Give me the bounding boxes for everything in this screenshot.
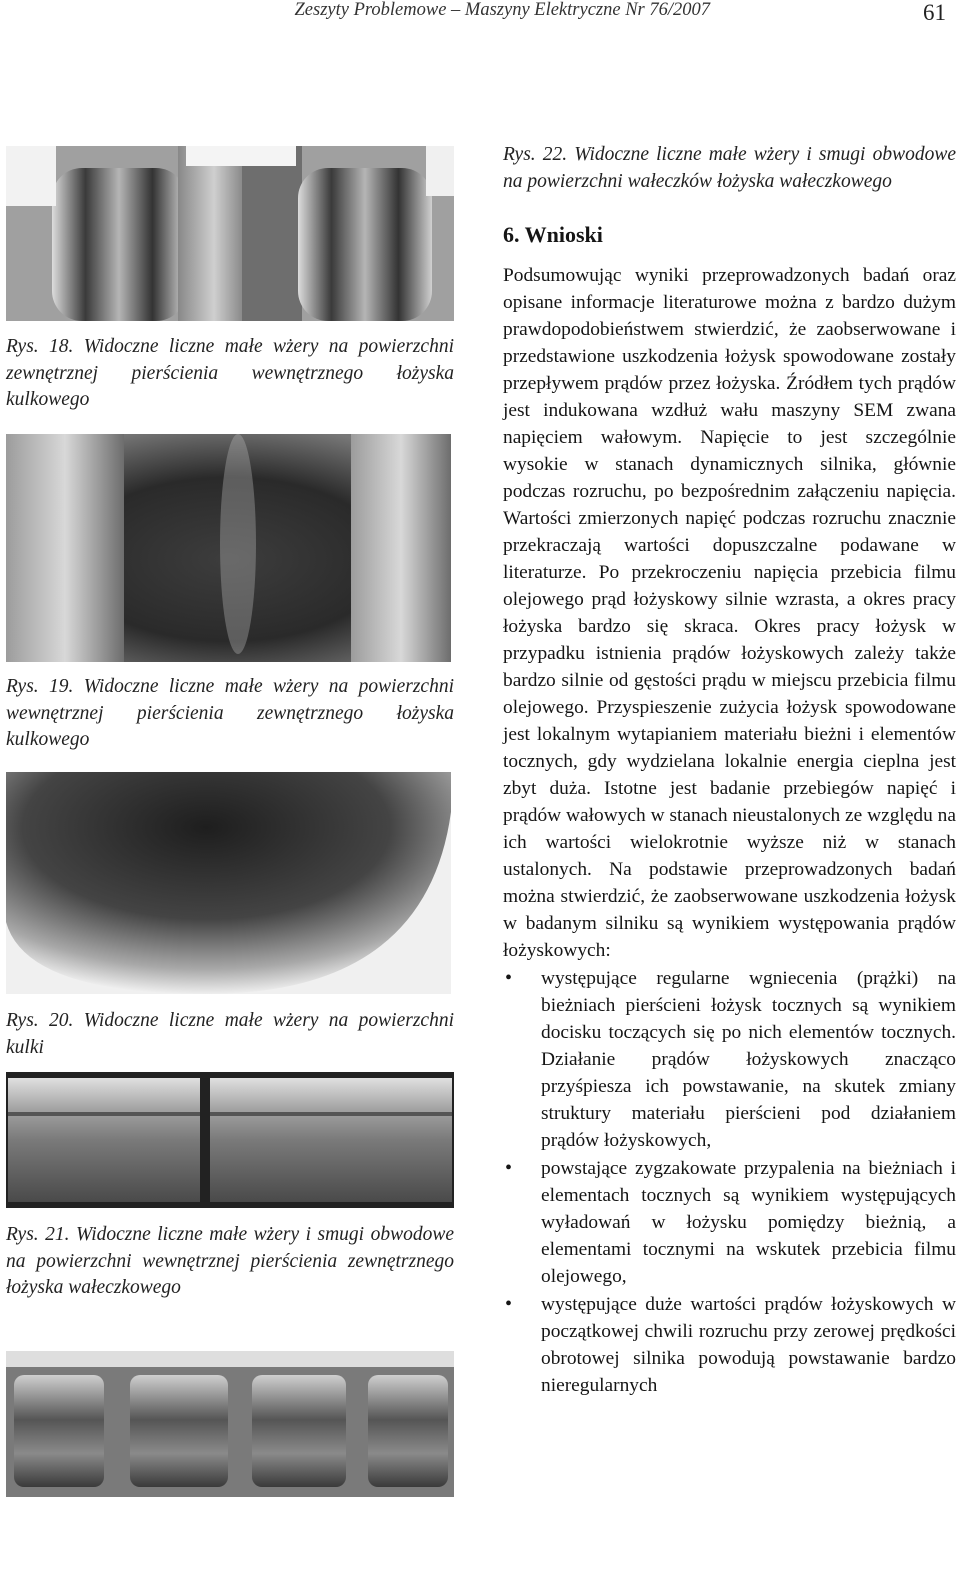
figure-rys20-caption: Rys. 20. Widoczne liczne małe wżery na powierzchni kulki xyxy=(6,1010,454,1058)
conclusions-list xyxy=(503,965,956,1399)
list-item-text: występujące duże wartości prądów łożyskowych w początkowej chwili rozruchu przy zerowej prędkości obrotowej silnika powodują powstawanie bardzo nieregularnych xyxy=(541,1294,956,1396)
figure-rys21-caption: Rys. 21. Widoczne liczne małe wżery i smugi obwodowe na powierzchni wewnętrznej pierścienia zewnętrznego łożyska wałeczkowego xyxy=(6,1224,454,1298)
list-item-text: występujące regularne wgniecenia (prążki) na bieżniach pierścieni łożysk tocznych są wynikiem docisku toczących się po nich elementów tocznych. Działanie prądów łożyskowych znacząco przyśpiesza ich powstawanie, na skutek zmiany struktury materiału pierścieni pod działaniem prądów łożyskowych, xyxy=(541,968,956,1151)
page-header xyxy=(0,0,960,30)
page-number: 61 xyxy=(923,0,946,25)
figure-rys22-image xyxy=(6,1351,454,1497)
bullet-icon: • xyxy=(505,1293,513,1315)
list-item xyxy=(503,1291,956,1399)
figure-rys18-image xyxy=(6,146,454,321)
figure-rys18-caption: Rys. 18. Widoczne liczne małe wżery na powierzchni zewnętrznej pierścienia wewnętrznego łożyska kulkowego xyxy=(6,336,454,410)
figure-rys19-image xyxy=(6,434,451,662)
figure-rys19-caption: Rys. 19. Widoczne liczne małe wżery na powierzchni wewnętrznej pierścienia zewnętrznego łożyska kulkowego xyxy=(6,676,454,750)
list-item xyxy=(503,965,956,1154)
figure-rys20-image xyxy=(6,772,451,994)
section-heading: 6. Wnioski xyxy=(503,222,603,247)
right-column xyxy=(503,142,956,1399)
figure-rys21-image xyxy=(6,1072,454,1208)
bullet-icon: • xyxy=(505,967,513,989)
list-item xyxy=(503,1155,956,1290)
figure-rys22-caption: Rys. 22. Widoczne liczne małe wżery i smugi obwodowe na powierzchni wałeczków łożyska wałeczkowego xyxy=(503,144,956,192)
journal-title: Zeszyty Problemowe – Maszyny Elektryczne Nr 76/2007 xyxy=(294,0,710,20)
conclusions-paragraph: Podsumowując wyniki przeprowadzonych badań oraz opisane informacje literaturowe można z bardzo dużym prawdopodobieństwem stwierdzić, że zaobserwowane i przedstawione uszkodzenia łożysk spowodowane zostały przepływem prądów przez łożyska. Źródłem tych prądów jest indukowana wzdłuż wału maszyny SEM zwana napięciem wałowym. Napięcie to jest szczególnie wysokie w stanach dynamicznych silnika, głównie podczas rozruchu, po bezpośrednim załączeniu napięcia. Wartości zmierzonych napięć podczas rozruchu znacznie przekraczają wartości dopuszczalne podawane w literaturze. Po przekroczeniu napięcia przebicia filmu olejowego prąd łożyskowy silnie wzrasta, a okres pracy łożyska bardzo się skraca. Okres pracy łożysk w przypadku istnienia prądów łożyskowych zależy także bardzo silnie od gęstości prądu w miejscu przebicia filmu olejowego. Przyspieszenie zużycia łożysk spowodowane jest lokalnym wytapianiem materiału bieżni i elementów tocznych, gdy wydzielana lokalnie energia cieplna jest zbyt duża. Istotne jest badanie przebiegów napięć i prądów wałowych w stanach nieustalonych ze względu na ich wartości wielokrotnie wyższe niż w stanach ustalonych. Na podstawie przeprowadzonych badań można stwierdzić, że zaobserwowane uszkodzenia łożysk w badanym silniku są wynikiem występowania prądów łożyskowych: xyxy=(503,265,956,961)
bullet-icon: • xyxy=(505,1157,513,1179)
list-item-text: powstające zygzakowate przypalenia na bieżniach i elementach tocznych są wynikiem występujących wyładowań w łożysku pomiędzy bieżnią, a elementami tocznymi na wskutek przebicia filmu olejowego, xyxy=(541,1158,956,1287)
